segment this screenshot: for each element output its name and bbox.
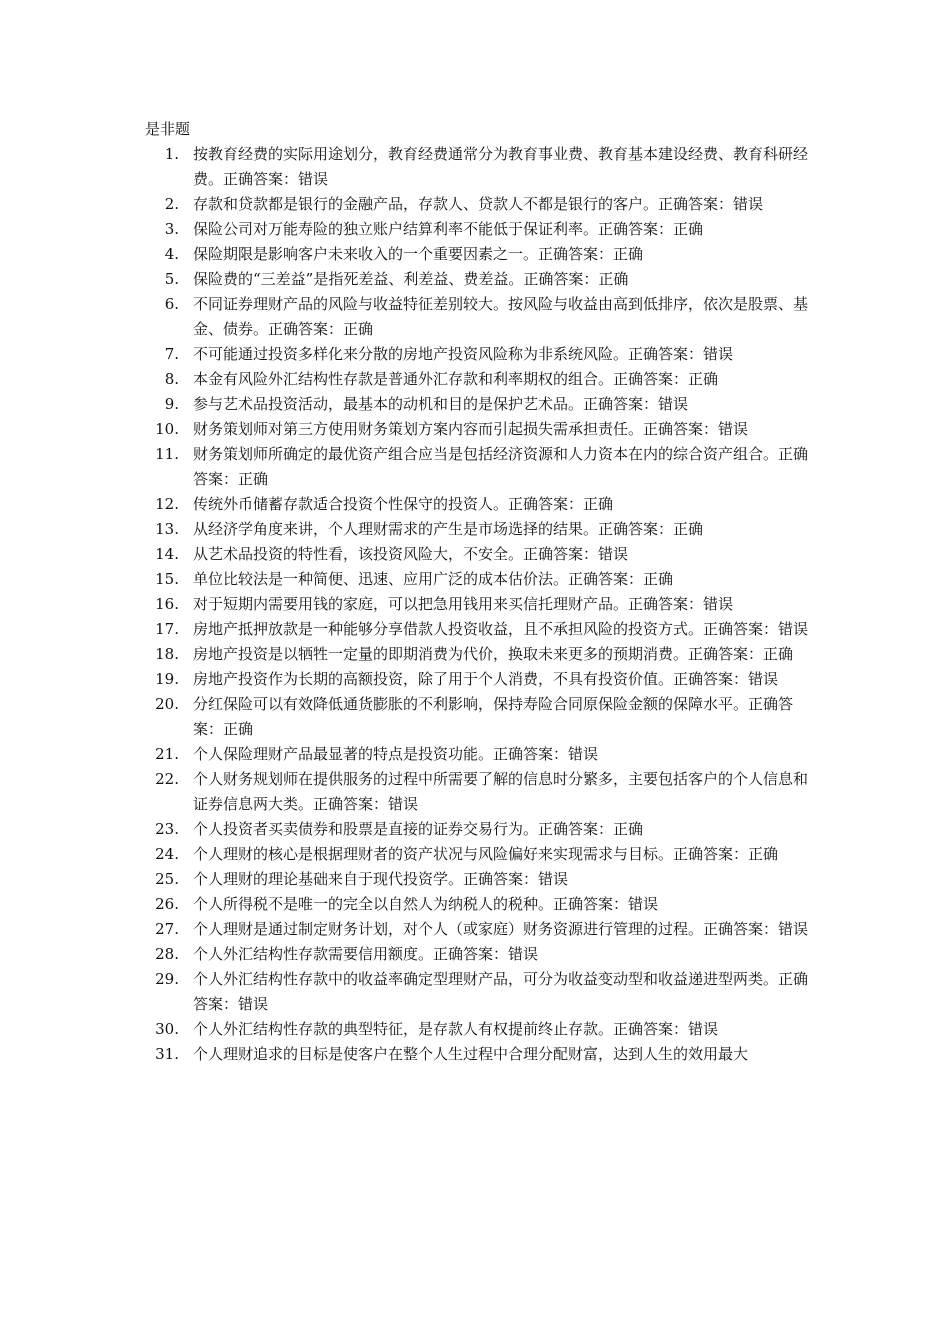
question-number: 26. <box>155 895 179 913</box>
question-text: 个人外汇结构性存款的典型特征，是存款人有权提前终止存款。正确答案：错误 <box>193 1020 719 1038</box>
question-number: 1. <box>164 145 179 163</box>
question-text: 财务策划师所确定的最优资产组合应当是包括经济资源和人力资本在内的综合资产组合。正确答案：正确 <box>193 445 809 488</box>
question-item-14 <box>145 542 815 567</box>
question-number: 30. <box>155 1020 179 1038</box>
question-item-17 <box>145 617 815 642</box>
question-item-8 <box>145 367 815 392</box>
question-text: 保险公司对万能寿险的独立账户结算利率不能低于保证利率。正确答案：正确 <box>193 220 704 238</box>
question-item-25 <box>145 867 815 892</box>
question-text: 财务策划师对第三方使用财务策划方案内容而引起损失需承担责任。正确答案：错误 <box>193 420 749 438</box>
question-text: 保险期限是影响客户未来收入的一个重要因素之一。正确答案：正确 <box>193 245 644 263</box>
question-text: 个人财务规划师在提供服务的过程中所需要了解的信息时分繁多，主要包括客户的个人信息和证券信息两大类。正确答案：错误 <box>193 770 809 813</box>
question-item-2 <box>145 192 815 217</box>
question-item-20 <box>145 692 815 742</box>
question-text: 从艺术品投资的特性看，该投资风险大，不安全。正确答案：错误 <box>193 545 629 563</box>
question-number: 19. <box>155 670 179 688</box>
question-item-18 <box>145 642 815 667</box>
question-item-10 <box>145 417 815 442</box>
question-item-5 <box>145 267 815 292</box>
question-text: 个人理财追求的目标是使客户在整个人生过程中合理分配财富，达到人生的效用最大 <box>193 1045 749 1063</box>
question-text: 从经济学角度来讲，个人理财需求的产生是市场选择的结果。正确答案：正确 <box>193 520 704 538</box>
question-text: 存款和贷款都是银行的金融产品，存款人、贷款人不都是银行的客户。正确答案：错误 <box>193 195 764 213</box>
question-number: 27. <box>155 920 179 938</box>
question-text: 个人投资者买卖债券和股票是直接的证券交易行为。正确答案：正确 <box>193 820 644 838</box>
question-text: 单位比较法是一种简便、迅速、应用广泛的成本估价法。正确答案：正确 <box>193 570 674 588</box>
question-item-13 <box>145 517 815 542</box>
question-item-30 <box>145 1017 815 1042</box>
question-text: 个人外汇结构性存款需要信用额度。正确答案：错误 <box>193 945 539 963</box>
question-item-26 <box>145 892 815 917</box>
question-item-28 <box>145 942 815 967</box>
question-item-19 <box>145 667 815 692</box>
question-text: 按教育经费的实际用途划分，教育经费通常分为教育事业费、教育基本建设经费、教育科研经费。正确答案：错误 <box>193 145 809 188</box>
question-number: 3. <box>164 220 179 238</box>
question-item-27 <box>145 917 815 942</box>
question-text: 传统外币储蓄存款适合投资个性保守的投资人。正确答案：正确 <box>193 495 614 513</box>
question-item-7 <box>145 342 815 367</box>
question-text: 个人外汇结构性存款中的收益率确定型理财产品，可分为收益变动型和收益递进型两类。正确答案：错误 <box>193 970 809 1013</box>
question-number: 14. <box>155 545 179 563</box>
question-number: 12. <box>155 495 179 513</box>
question-text: 个人所得税不是唯一的完全以自然人为纳税人的税种。正确答案：错误 <box>193 895 659 913</box>
question-number: 6. <box>164 295 179 313</box>
question-number: 31. <box>155 1045 179 1063</box>
question-item-31 <box>145 1042 815 1067</box>
question-number: 7. <box>164 345 179 363</box>
question-number: 10. <box>155 420 179 438</box>
question-text: 保险费的“三差益”是指死差益、利差益、费差益。正确答案：正确 <box>193 270 629 288</box>
question-number: 25. <box>155 870 179 888</box>
question-text: 不同证券理财产品的风险与收益特征差别较大。按风险与收益由高到低排序，依次是股票、基金、债券。正确答案：正确 <box>193 295 809 338</box>
question-text: 房地产投资是以牺牲一定量的即期消费为代价，换取未来更多的预期消费。正确答案：正确 <box>193 645 794 663</box>
question-number: 28. <box>155 945 179 963</box>
question-item-21 <box>145 742 815 767</box>
question-number: 5. <box>164 270 179 288</box>
question-number: 24. <box>155 845 179 863</box>
question-item-29 <box>145 967 815 1017</box>
question-number: 11. <box>155 445 179 463</box>
question-text: 对于短期内需要用钱的家庭，可以把急用钱用来买信托理财产品。正确答案：错误 <box>193 595 734 613</box>
section-title: 是非题 <box>145 120 191 138</box>
question-number: 17. <box>155 620 179 638</box>
question-item-4 <box>145 242 815 267</box>
question-text: 房地产投资作为长期的高额投资，除了用于个人消费，不具有投资价值。正确答案：错误 <box>193 670 779 688</box>
question-number: 29. <box>155 970 179 988</box>
question-number: 18. <box>155 645 179 663</box>
question-item-11 <box>145 442 815 492</box>
question-text: 个人理财是通过制定财务计划，对个人（或家庭）财务资源进行管理的过程。正确答案：错误 <box>193 920 809 938</box>
question-text: 本金有风险外汇结构性存款是普通外汇存款和利率期权的组合。正确答案：正确 <box>193 370 719 388</box>
question-number: 15. <box>155 570 179 588</box>
question-text: 个人保险理财产品最显著的特点是投资功能。正确答案：错误 <box>193 745 599 763</box>
question-text: 个人理财的核心是根据理财者的资产状况与风险偏好来实现需求与目标。正确答案：正确 <box>193 845 779 863</box>
question-item-23 <box>145 817 815 842</box>
question-item-24 <box>145 842 815 867</box>
question-number: 16. <box>155 595 179 613</box>
question-text: 不可能通过投资多样化来分散的房地产投资风险称为非系统风险。正确答案：错误 <box>193 345 734 363</box>
question-text: 参与艺术品投资活动，最基本的动机和目的是保护艺术品。正确答案：错误 <box>193 395 689 413</box>
question-item-6 <box>145 292 815 342</box>
question-number: 13. <box>155 520 179 538</box>
question-number: 22. <box>155 770 179 788</box>
question-number: 21. <box>155 745 179 763</box>
question-item-1 <box>145 142 815 192</box>
question-item-22 <box>145 767 815 817</box>
question-number: 8. <box>164 370 179 388</box>
question-number: 4. <box>164 245 179 263</box>
question-item-16 <box>145 592 815 617</box>
question-item-12 <box>145 492 815 517</box>
question-item-9 <box>145 392 815 417</box>
true-false-question-list <box>145 142 815 1067</box>
question-text: 个人理财的理论基础来自于现代投资学。正确答案：错误 <box>193 870 569 888</box>
question-number: 20. <box>155 695 179 713</box>
question-number: 23. <box>155 820 179 838</box>
question-item-15 <box>145 567 815 592</box>
question-number: 2. <box>164 195 179 213</box>
question-text: 分红保险可以有效降低通货膨胀的不利影响，保持寿险合同原保险金额的保障水平。正确答案：正确 <box>193 695 794 738</box>
question-number: 9. <box>164 395 179 413</box>
question-item-3 <box>145 217 815 242</box>
question-text: 房地产抵押放款是一种能够分享借款人投资收益，且不承担风险的投资方式。正确答案：错误 <box>193 620 809 638</box>
